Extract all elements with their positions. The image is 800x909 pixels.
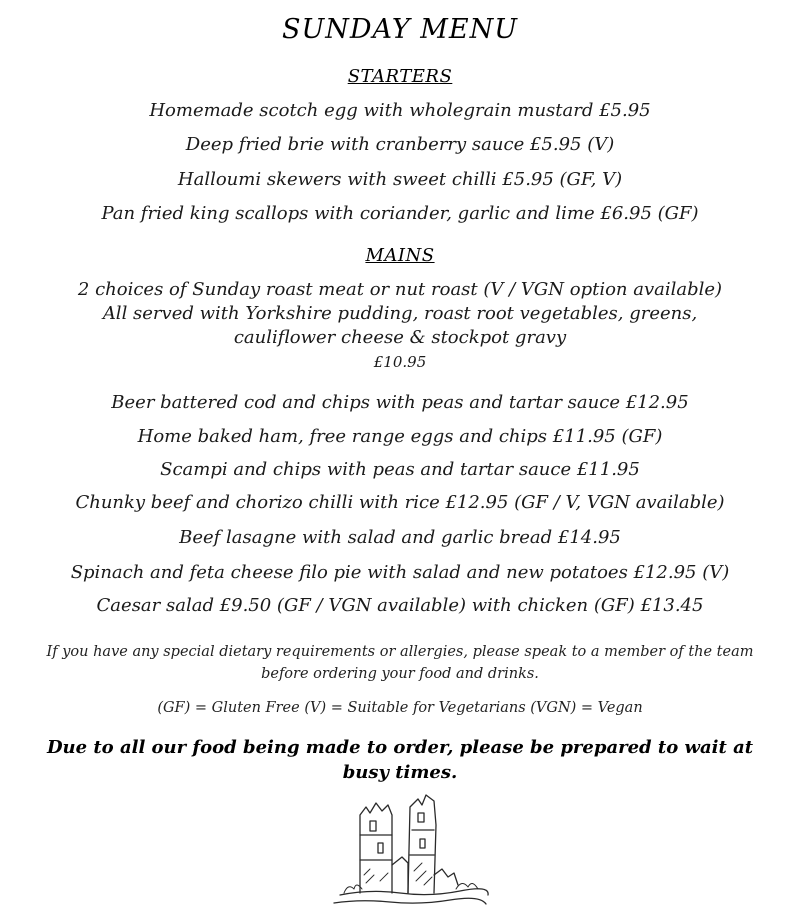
roast-description-line-2: All served with Yorkshire pudding, roast root vegetables, greens, xyxy=(102,303,698,324)
starters-heading: STARTERS xyxy=(347,66,453,87)
roast-description-line-1: 2 choices of Sunday roast meat or nut roast (V / VGN option available) xyxy=(77,279,723,300)
main-item: Spinach and feta cheese filo pie with salad and new potatoes £12.95 (V) xyxy=(70,562,730,583)
main-item: Beef lasagne with salad and garlic bread £14.95 xyxy=(179,527,621,548)
main-item: Beer battered cod and chips with peas and tartar sauce £12.95 xyxy=(111,392,689,413)
roast-description-line-3: cauliflower cheese & stockpot gravy xyxy=(233,327,567,348)
allergy-notice: If you have any special dietary requirements or allergies, please speak to a member of the team before ordering your food and drinks. xyxy=(46,644,754,682)
wait-time-warning: Due to all our food being made to order, please be prepared to wait at busy times. xyxy=(46,737,754,783)
main-item: Scampi and chips with peas and tartar sauce £11.95 xyxy=(160,459,640,480)
menu-title: SUNDAY MENU xyxy=(281,14,519,45)
dietary-key: (GF) = Gluten Free (V) = Suitable for Vegetarians (VGN) = Vegan xyxy=(157,700,643,716)
main-item: Caesar salad £9.50 (GF / VGN available) with chicken (GF) £13.45 xyxy=(96,595,704,616)
starter-item: Pan fried king scallops with coriander, garlic and lime £6.95 (GF) xyxy=(101,203,699,224)
castle-ruin-sketch-icon xyxy=(330,785,490,909)
roast-price: £10.95 xyxy=(373,353,427,371)
starter-item: Homemade scotch egg with wholegrain mustard £5.95 xyxy=(149,100,651,121)
main-item: Chunky beef and chorizo chilli with rice £12.95 (GF / V, VGN available) xyxy=(75,492,725,513)
mains-heading: MAINS xyxy=(365,245,435,266)
starter-item: Halloumi skewers with sweet chilli £5.95 (GF, V) xyxy=(177,169,623,190)
main-item: Home baked ham, free range eggs and chips £11.95 (GF) xyxy=(137,426,663,447)
starter-item: Deep fried brie with cranberry sauce £5.95 (V) xyxy=(185,134,615,155)
